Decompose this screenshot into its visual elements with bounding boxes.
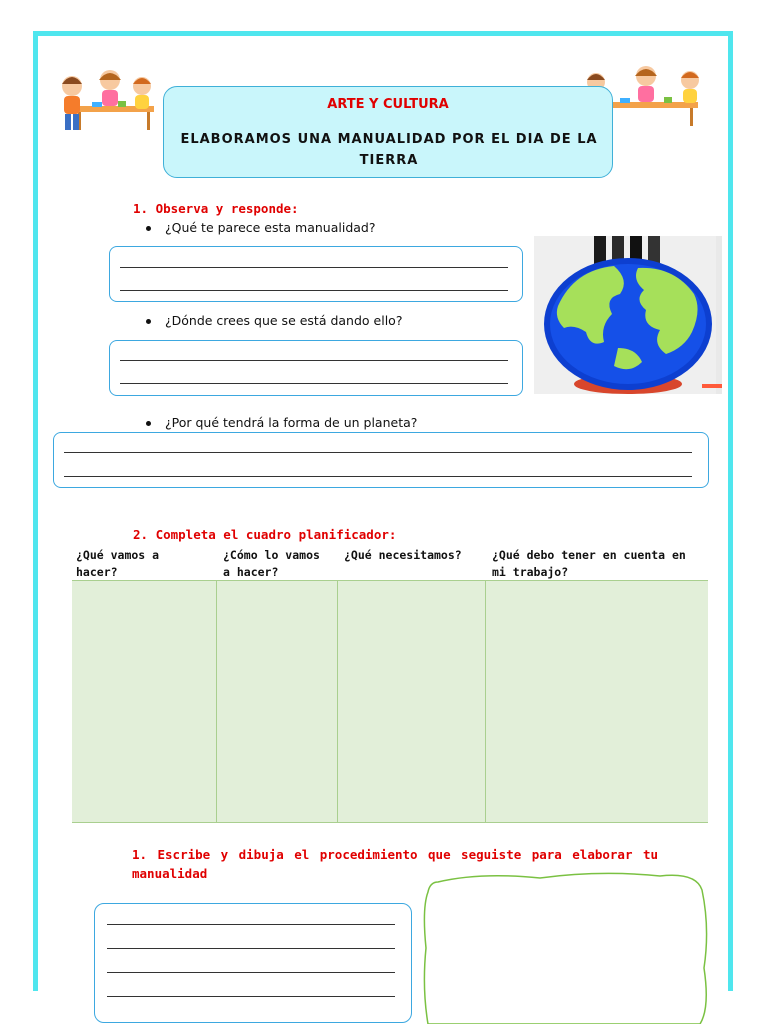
- earth-pencil-holder-photo: [534, 236, 722, 394]
- question-1: [146, 220, 376, 235]
- column-header-considerations: ¿Qué debo tener en cuenta en mi trabajo?: [492, 548, 686, 579]
- answer-line: [64, 452, 692, 453]
- question-3-text: ¿Por qué tendrá la forma de un planeta?: [165, 415, 418, 430]
- answer-line: [107, 972, 395, 973]
- answer-line: [107, 948, 395, 949]
- column-header-what: ¿Qué vamos a hacer?: [76, 548, 160, 579]
- planner-cell-materials[interactable]: [338, 581, 485, 822]
- question-2-text: ¿Dónde crees que se está dando ello?: [165, 313, 403, 328]
- answer-line: [107, 996, 395, 997]
- answer-line: [120, 360, 508, 361]
- answer-line: [120, 290, 508, 291]
- answer-box-3[interactable]: [53, 432, 709, 488]
- bullet-icon: [146, 319, 151, 324]
- answer-box-1[interactable]: [109, 246, 523, 302]
- procedure-writing-box[interactable]: [94, 903, 412, 1023]
- drawing-box[interactable]: [420, 868, 712, 1024]
- bullet-icon: [146, 421, 151, 426]
- column-header-how: ¿Cómo lo vamos a hacer?: [223, 548, 320, 579]
- answer-box-2[interactable]: [109, 340, 523, 396]
- answer-line: [120, 383, 508, 384]
- answer-line: [64, 476, 692, 477]
- section-2-heading: 2. Completa el cuadro planificador:: [133, 527, 397, 542]
- page-title: ELABORAMOS UNA MANUALIDAD POR EL DIA DE LA TIERRA: [180, 132, 598, 168]
- section-1-heading: 1. Observa y responde:: [133, 201, 299, 216]
- planner-cell-considerations[interactable]: [486, 581, 708, 822]
- planner-cell-how[interactable]: [217, 581, 337, 822]
- answer-line: [120, 267, 508, 268]
- subject-label: ARTE Y CULTURA: [327, 97, 449, 112]
- kids-crafting-illustration-left: [52, 66, 162, 134]
- question-3: [146, 415, 417, 430]
- planner-table-body: [72, 580, 708, 823]
- column-header-materials: ¿Qué necesitamos?: [344, 548, 462, 562]
- answer-line: [107, 924, 395, 925]
- question-1-text: ¿Qué te parece esta manualidad?: [165, 220, 376, 235]
- question-2: [146, 313, 402, 328]
- bullet-icon: [146, 226, 151, 231]
- planner-cell-what[interactable]: [72, 581, 216, 822]
- title-banner: [163, 86, 613, 178]
- section-3-heading: 1. Escribe y dibuja el procedimiento que seguiste para elaborar tu manualidad: [132, 847, 658, 881]
